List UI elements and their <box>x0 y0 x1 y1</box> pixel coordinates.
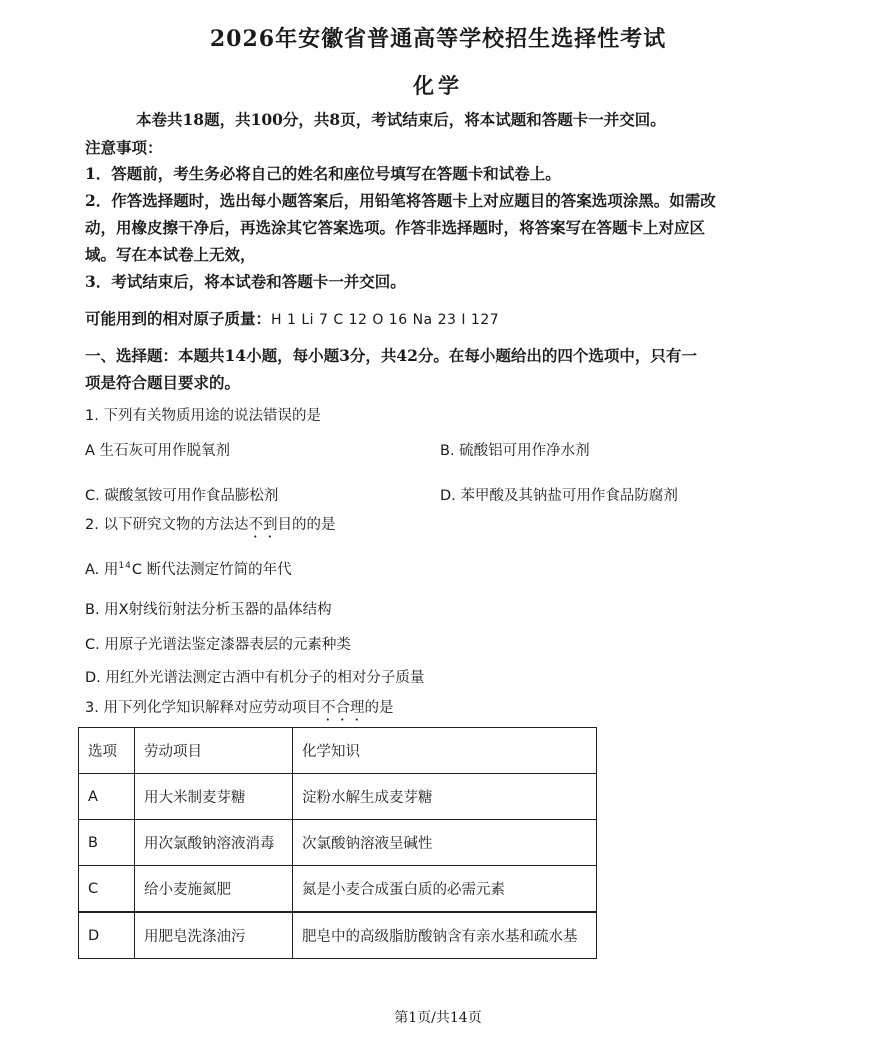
table-header-cell: 选项 <box>79 728 135 774</box>
table-cell: 给小麦施氮肥 <box>135 866 293 913</box>
table-cell: 淀粉水解生成麦芽糖 <box>293 774 597 820</box>
table-row <box>79 866 597 913</box>
q1-option-c: C. 碳酸氢铵可用作食品膨松剂 <box>85 488 279 504</box>
isotope-element: C <box>131 562 142 578</box>
isotope-mass-number: 14 <box>118 561 132 571</box>
q3-stem-pre: 3. 用下列化学知识解释对应劳动项目 <box>85 700 321 716</box>
table-cell: 用肥皂洗涤油污 <box>135 912 293 959</box>
q1-option-b: B. 硫酸铝可用作净水剂 <box>440 443 590 459</box>
table-header-row <box>79 728 597 774</box>
section1-line1: 一、选择题：本题共14小题，每小题3分，共42分。在每小题给出的四个选项中，只有一 <box>85 346 697 365</box>
notes-heading: 注意事项： <box>85 138 163 157</box>
exam-title: 2026年安徽省普通高等学校招生选择性考试 <box>209 26 667 52</box>
subject-title: 化学 <box>413 73 463 98</box>
note-item-2-cont: 动，用橡皮擦干净后，再选涂其它答案选项。作答非选择题时，将答案写在答题卡上对应区 <box>85 218 706 237</box>
q2-stem-emphasis: 不到 <box>248 517 278 533</box>
table-row <box>79 820 597 866</box>
section1-line2: 项是符合题目要求的。 <box>85 373 241 392</box>
table-cell: D <box>79 912 135 959</box>
atomic-mass-label: 可能用到的相对原子质量： <box>85 309 272 328</box>
note-item-1: 1．答题前，考生务必将自己的姓名和座位号填写在答题卡和试卷上。 <box>85 164 561 183</box>
q2-stem-pre: 2. 以下研究文物的方法达 <box>85 517 249 533</box>
note-item-3: 3．考试结束后，将本试卷和答题卡一并交回。 <box>85 272 406 291</box>
q2-option-b: B. 用X射线衍射法分析玉器的晶体结构 <box>85 602 332 618</box>
table-row <box>79 912 597 959</box>
q2-option-a-pre: A. 用 <box>85 562 119 578</box>
q1-option-d: D. 苯甲酸及其钠盐可用作食品防腐剂 <box>440 488 678 504</box>
table-cell: 用次氯酸钠溶液消毒 <box>135 820 293 866</box>
table-row <box>79 774 597 820</box>
q2-option-c: C. 用原子光谱法鉴定漆器表层的元素种类 <box>85 637 351 653</box>
exam-intro: 本卷共18题，共100分，共8页，考试结束后，将本试题和答题卡一并交回。 <box>136 110 666 129</box>
table-header-cell: 化学知识 <box>293 728 597 774</box>
table-cell: C <box>79 866 135 913</box>
atomic-mass-values: H 1 Li 7 C 12 O 16 Na 23 I 127 <box>271 312 500 328</box>
table-cell: 氮是小麦合成蛋白质的必需元素 <box>293 866 597 913</box>
q3-stem-emphasis: 不合理 <box>320 700 365 716</box>
table-cell: A <box>79 774 135 820</box>
table-cell: 用大米制麦芽糖 <box>135 774 293 820</box>
q3-stem <box>85 696 393 724</box>
q3-table <box>78 727 597 959</box>
table-header-cell: 劳动项目 <box>135 728 293 774</box>
table-cell: B <box>79 820 135 866</box>
q2-option-a-post: 断代法测定竹简的年代 <box>141 562 292 578</box>
page-footer: 第1页/共14页 <box>394 1010 482 1026</box>
q2-option-d: D. 用红外光谱法测定古酒中有机分子的相对分子质量 <box>85 670 425 686</box>
q2-option-a <box>85 558 292 579</box>
q3-stem-post: 的是 <box>364 700 394 716</box>
table-cell: 次氯酸钠溶液呈碱性 <box>293 820 597 866</box>
atomic-mass-line <box>85 305 499 334</box>
q1-option-a: A 生石灰可用作脱氧剂 <box>85 443 231 459</box>
note-item-2: 2．作答选择题时，选出每小题答案后，用铅笔将答题卡上对应题目的答案选项涂黑。如需改 <box>85 191 716 210</box>
q2-stem <box>85 513 335 541</box>
note-item-2-cont2: 域。写在本试卷上无效， <box>85 245 256 264</box>
table-cell: 肥皂中的高级脂肪酸钠含有亲水基和疏水基 <box>293 912 597 959</box>
q1-stem: 1. 下列有关物质用途的说法错误的是 <box>85 408 321 424</box>
q2-stem-post: 目的的是 <box>277 517 336 533</box>
